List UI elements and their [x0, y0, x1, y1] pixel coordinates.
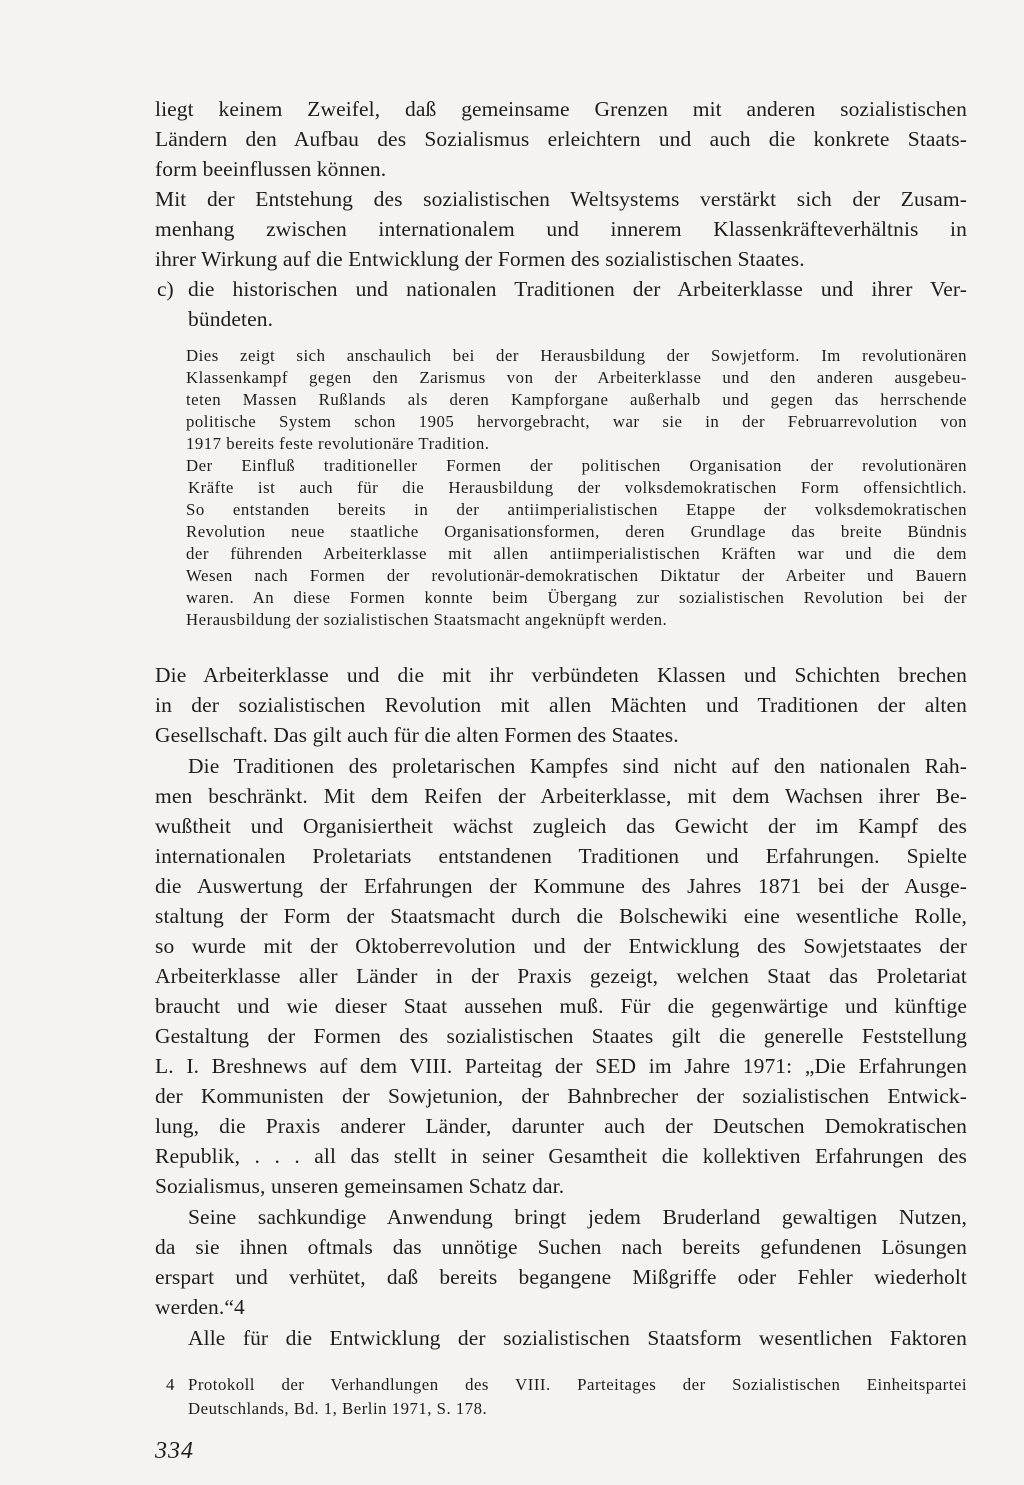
text-line: da sie ihnen oftmals das unnötige Suchen nach bereits gefundenen Lösungen: [155, 1235, 967, 1259]
small-text-line: Revolution neue staatliche Organisationsformen, deren Grundlage das breite Bündnis: [186, 522, 967, 541]
text-line: internationalen Proletariats entstandenen Traditionen und Erfahrungen. Spielte: [155, 844, 967, 868]
footnote-line: Protokoll der Verhandlungen des VIII. Parteitages der Sozialistischen Einheitspartei: [188, 1375, 967, 1394]
small-text-line: Dies zeigt sich anschaulich bei der Herausbildung der Sowjetform. Im revolutionären: [186, 346, 967, 365]
text-line: wußtheit und Organisiertheit wächst zugleich das Gewicht der im Kampf des: [155, 814, 967, 838]
small-text-line: Herausbildung der sozialistischen Staatsmacht angeknüpft werden.: [186, 610, 668, 629]
small-text-line: waren. An diese Formen konnte beim Übergang zur sozialistischen Revolution bei der: [186, 588, 967, 607]
text-line: der Kommunisten der Sowjetunion, der Bahnbrecher der sozialistischen Entwick-: [155, 1084, 967, 1108]
small-text-line: Wesen nach Formen der revolutionär-demokratischen Diktatur der Arbeiter und Bauern: [186, 566, 967, 585]
small-text-line: Kräfte ist auch für die Herausbildung der volksdemokratischen Form offensichtlich.: [188, 478, 967, 497]
text-line: Mit der Entstehung des sozialistischen Weltsystems verstärkt sich der Zusam-: [155, 187, 967, 211]
text-line: Die Arbeiterklasse und die mit ihr verbündeten Klassen und Schichten brechen: [155, 663, 967, 687]
small-text-line: der führenden Arbeiterklasse mit allen antiimperialistischen Kräften war und die dem: [186, 544, 967, 563]
small-text-line: 1917 bereits feste revolutionäre Tradition.: [186, 434, 490, 453]
small-text-line: Der Einfluß traditioneller Formen der politischen Organisation der revolutionären: [186, 456, 967, 475]
text-line: form beeinflussen können.: [155, 157, 387, 181]
text-line: Die Traditionen des proletarischen Kampfes sind nicht auf den nationalen Rah-: [188, 754, 967, 778]
text-line: braucht und wie dieser Staat aussehen muß. Für die gegenwärtige und künftige: [155, 994, 967, 1018]
text-line: die Auswertung der Erfahrungen der Kommune des Jahres 1871 bei der Ausge-: [155, 874, 967, 898]
text-line: Arbeiterklasse aller Länder in der Praxis gezeigt, welchen Staat das Proletariat: [155, 964, 967, 988]
text-line: Alle für die Entwicklung der sozialistischen Staatsform wesentlichen Faktoren: [188, 1326, 967, 1350]
text-line: L. I. Breshnews auf dem VIII. Parteitag der SED im Jahre 1971: „Die Erfahrungen: [155, 1054, 967, 1078]
text-line: Seine sachkundige Anwendung bringt jedem Bruderland gewaltigen Nutzen,: [188, 1205, 967, 1229]
footnote-line: Deutschlands, Bd. 1, Berlin 1971, S. 178.: [188, 1399, 488, 1418]
text-line: Gestaltung der Formen des sozialistischen Staates gilt die generelle Feststellung: [155, 1024, 967, 1048]
text-line: Gesellschaft. Das gilt auch für die alten Formen des Staates.: [155, 723, 679, 747]
text-line: so wurde mit der Oktoberrevolution und der Entwicklung des Sowjetstaates der: [155, 934, 967, 958]
text-line: Republik, . . . all das stellt in seiner Gesamtheit die kollektiven Erfahrungen des: [155, 1144, 967, 1168]
text-line: bündeten.: [188, 307, 274, 331]
text-line: men beschränkt. Mit dem Reifen der Arbeiterklasse, mit dem Wachsen ihrer Be-: [155, 784, 967, 808]
text-line: liegt keinem Zweifel, daß gemeinsame Grenzen mit anderen sozialistischen: [155, 97, 967, 121]
text-line: werden.“4: [155, 1295, 245, 1319]
text-line: in der sozialistischen Revolution mit allen Mächten und Traditionen der alten: [155, 693, 967, 717]
text-line: ihrer Wirkung auf die Entwicklung der Formen des sozialistischen Staates.: [155, 247, 805, 271]
text-line: Sozialismus, unseren gemeinsamen Schatz dar.: [155, 1174, 565, 1198]
text-line: Ländern den Aufbau des Sozialismus erleichtern und auch die konkrete Staats-: [155, 127, 967, 151]
text-line: erspart und verhütet, daß bereits begangene Mißgriffe oder Fehler wiederholt: [155, 1265, 967, 1289]
small-text-line: teten Massen Rußlands als deren Kampforgane außerhalb und gegen das herrschende: [186, 390, 967, 409]
small-text-line: So entstanden bereits in der antiimperialistischen Etappe der volksdemokratischen: [186, 500, 967, 519]
list-item-label: c): [157, 277, 174, 301]
footnote-number: 4: [166, 1375, 175, 1394]
text-line: die historischen und nationalen Traditionen der Arbeiterklasse und ihrer Ver-: [188, 277, 967, 301]
small-text-line: Klassenkampf gegen den Zarismus von der Arbeiterklasse und den anderen ausgebeu-: [186, 368, 967, 387]
small-text-line: politische System schon 1905 hervorgebracht, war sie in der Februarrevolution von: [186, 412, 967, 431]
text-line: staltung der Form der Staatsmacht durch die Bolschewiki eine wesentliche Rolle,: [155, 904, 967, 928]
text-line: lung, die Praxis anderer Länder, darunter auch der Deutschen Demokratischen: [155, 1114, 967, 1138]
page-number: 334: [155, 1438, 194, 1464]
text-line: menhang zwischen internationalem und innerem Klassenkräfteverhältnis in: [155, 217, 967, 241]
